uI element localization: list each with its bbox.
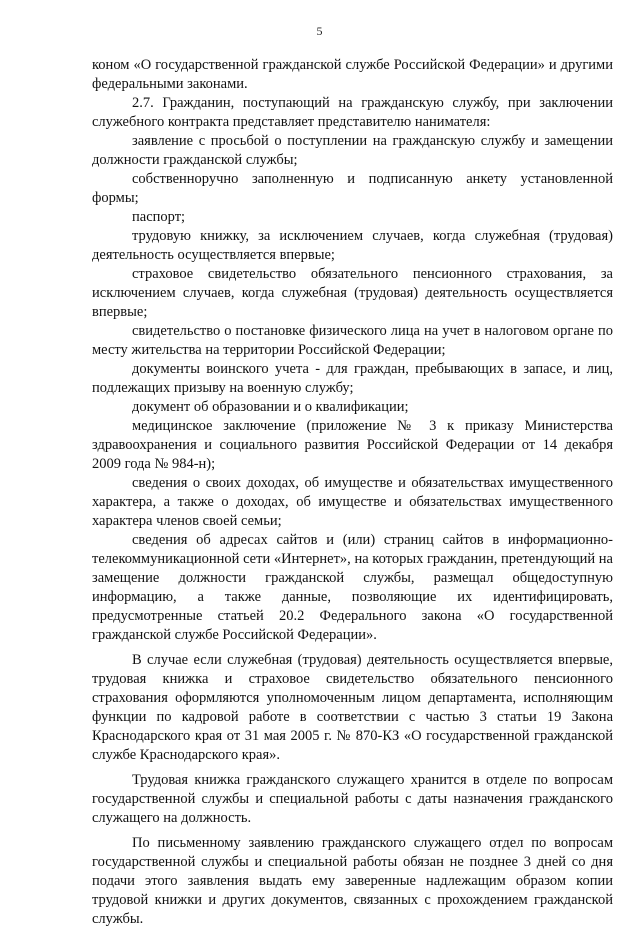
paragraph-work-book-storage: Трудовая книжка гражданского служащего хранится в отделе по вопросам государственной службы и специальной работы с даты назначения гражданского служащего на должность. — [92, 772, 613, 826]
paragraph-copies-on-request: По письменному заявлению гражданского служащего отдел по вопросам государственной службы и специальной работы обязан не позднее 3 дней со дня подачи этого заявления выдать ему заверенные надлежащим образом копии трудовой книжки и других документов, связанных с прохождением гражданской службы. — [92, 835, 613, 927]
list-item-application: заявление с просьбой о поступлении на гражданскую службу и замещении должности гражданской службы; — [92, 133, 613, 168]
list-item-questionnaire: собственноручно заполненную и подписанную анкету установленной формы; — [92, 171, 613, 206]
list-item-military-documents: документы воинского учета - для граждан, пребывающих в запасе, и лиц, подлежащих призыву на военную службу; — [92, 361, 613, 396]
list-item-passport: паспорт; — [132, 209, 186, 225]
document-body — [92, 56, 613, 929]
paragraph-2-7-intro: 2.7. Гражданин, поступающий на гражданскую службу, при заключении служебного контракта представляет представителю нанимателя: — [92, 95, 613, 130]
list-item-education-document: документ об образовании и о квалификации; — [132, 399, 409, 415]
list-item-work-book: трудовую книжку, за исключением случаев, когда служебная (трудовая) деятельность осуществляется впервые; — [92, 228, 613, 263]
list-item-medical-report: медицинское заключение (приложение № 3 к приказу Министерства здравоохранения и социального развития Российской Федерации от 14 декабря 2009 года № 984-н); — [92, 418, 613, 472]
page-number: 5 — [316, 24, 323, 38]
paragraph-continuation: коном «О государственной гражданской службе Российской Федерации» и другими федеральными законами. — [92, 57, 613, 92]
list-item-tax-certificate: свидетельство о постановке физического лица на учет в налоговом органе по месту жительства на территории Российской Федерации; — [92, 323, 613, 358]
list-item-income-information: сведения о своих доходах, об имуществе и обязательствах имущественного характера, а также о доходах, об имуществе и обязательствах имущественного характера членов своей семьи; — [92, 475, 613, 529]
list-item-website-information: сведения об адресах сайтов и (или) страниц сайтов в информационно-телекоммуникационной сети «Интернет», на которых гражданин, претендующий на замещение должности гражданской службы, размещал общедоступную информацию, а также данные, позволяющие их идентифицировать, предусмотренные статьей 20.2 Федерального закона «О государственной гражданской службе Российской Федерации». — [92, 532, 613, 643]
list-item-pension-certificate: страховое свидетельство обязательного пенсионного страхования, за исключением случаев, когда служебная (трудовая) деятельность осуществляется впервые; — [92, 266, 613, 320]
paragraph-first-employment: В случае если служебная (трудовая) деятельность осуществляется впервые, трудовая книжка и страховое свидетельство обязательного пенсионного страхования оформляются уполномоченным лицом департамента, исполняющим функции по кадровой работе в соответствии с частью 3 статьи 19 Закона Краснодарского края от 31 мая 2005 г. № 870-КЗ «О государственной гражданской службе Краснодарского края». — [92, 652, 613, 763]
